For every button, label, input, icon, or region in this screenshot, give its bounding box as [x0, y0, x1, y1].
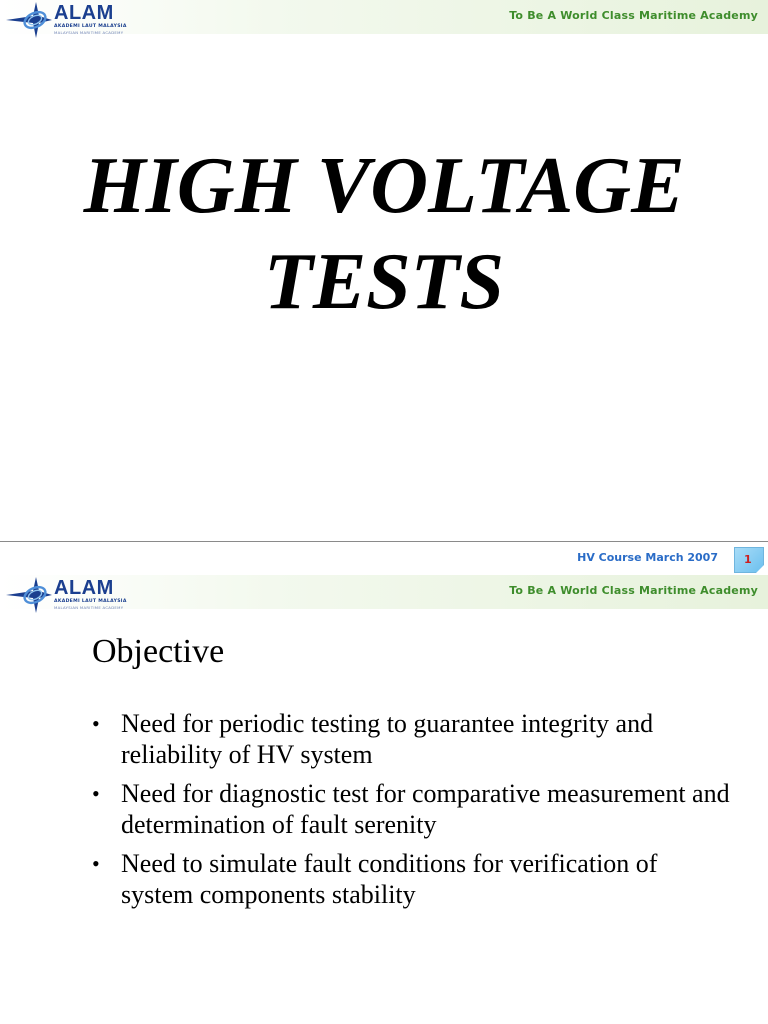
bullet-item — [92, 848, 732, 910]
logo-text: ALAM — [54, 2, 114, 24]
header-tagline: To Be A World Class Maritime Academy — [509, 9, 758, 22]
bullet-dot-icon: • — [92, 711, 100, 736]
page-fold-icon — [756, 565, 764, 573]
logo-text: ALAM — [54, 577, 114, 599]
title-line-1: HIGH VOLTAGE — [83, 142, 685, 230]
header-tagline: To Be A World Class Maritime Academy — [509, 584, 758, 597]
compass-star-icon — [2, 575, 56, 615]
objective-heading: Objective — [92, 633, 225, 670]
title-line-2: TESTS — [263, 238, 505, 326]
page-number-badge — [734, 547, 764, 573]
compass-star-icon — [2, 0, 56, 40]
alam-logo — [2, 575, 138, 615]
bullet-item — [92, 778, 732, 840]
slide-2 — [0, 575, 768, 1024]
slide-divider — [0, 541, 768, 542]
logo-subtext: AKADEMI LAUT MALAYSIA — [54, 24, 127, 29]
bullet-text: Need to simulate fault conditions for verification of system components stability — [121, 849, 658, 909]
bullet-text: Need for diagnostic test for comparative measurement and determination of fault serenity — [121, 779, 730, 839]
bullet-dot-icon: • — [92, 781, 100, 806]
bullet-text: Need for periodic testing to guarantee integrity and reliability of HV system — [121, 709, 654, 769]
footer-course-text: HV Course March 2007 — [577, 551, 718, 564]
alam-logo — [2, 0, 138, 40]
slide-title — [0, 138, 768, 330]
logo-subtext-secondary: MALAYSIAN MARITIME ACADEMY — [54, 30, 124, 35]
page-number: 1 — [744, 553, 752, 566]
bullet-item — [92, 708, 732, 770]
bullet-dot-icon: • — [92, 851, 100, 876]
logo-subtext: AKADEMI LAUT MALAYSIA — [54, 599, 127, 604]
objective-bullet-list — [92, 708, 732, 918]
logo-subtext-secondary: MALAYSIAN MARITIME ACADEMY — [54, 605, 124, 610]
